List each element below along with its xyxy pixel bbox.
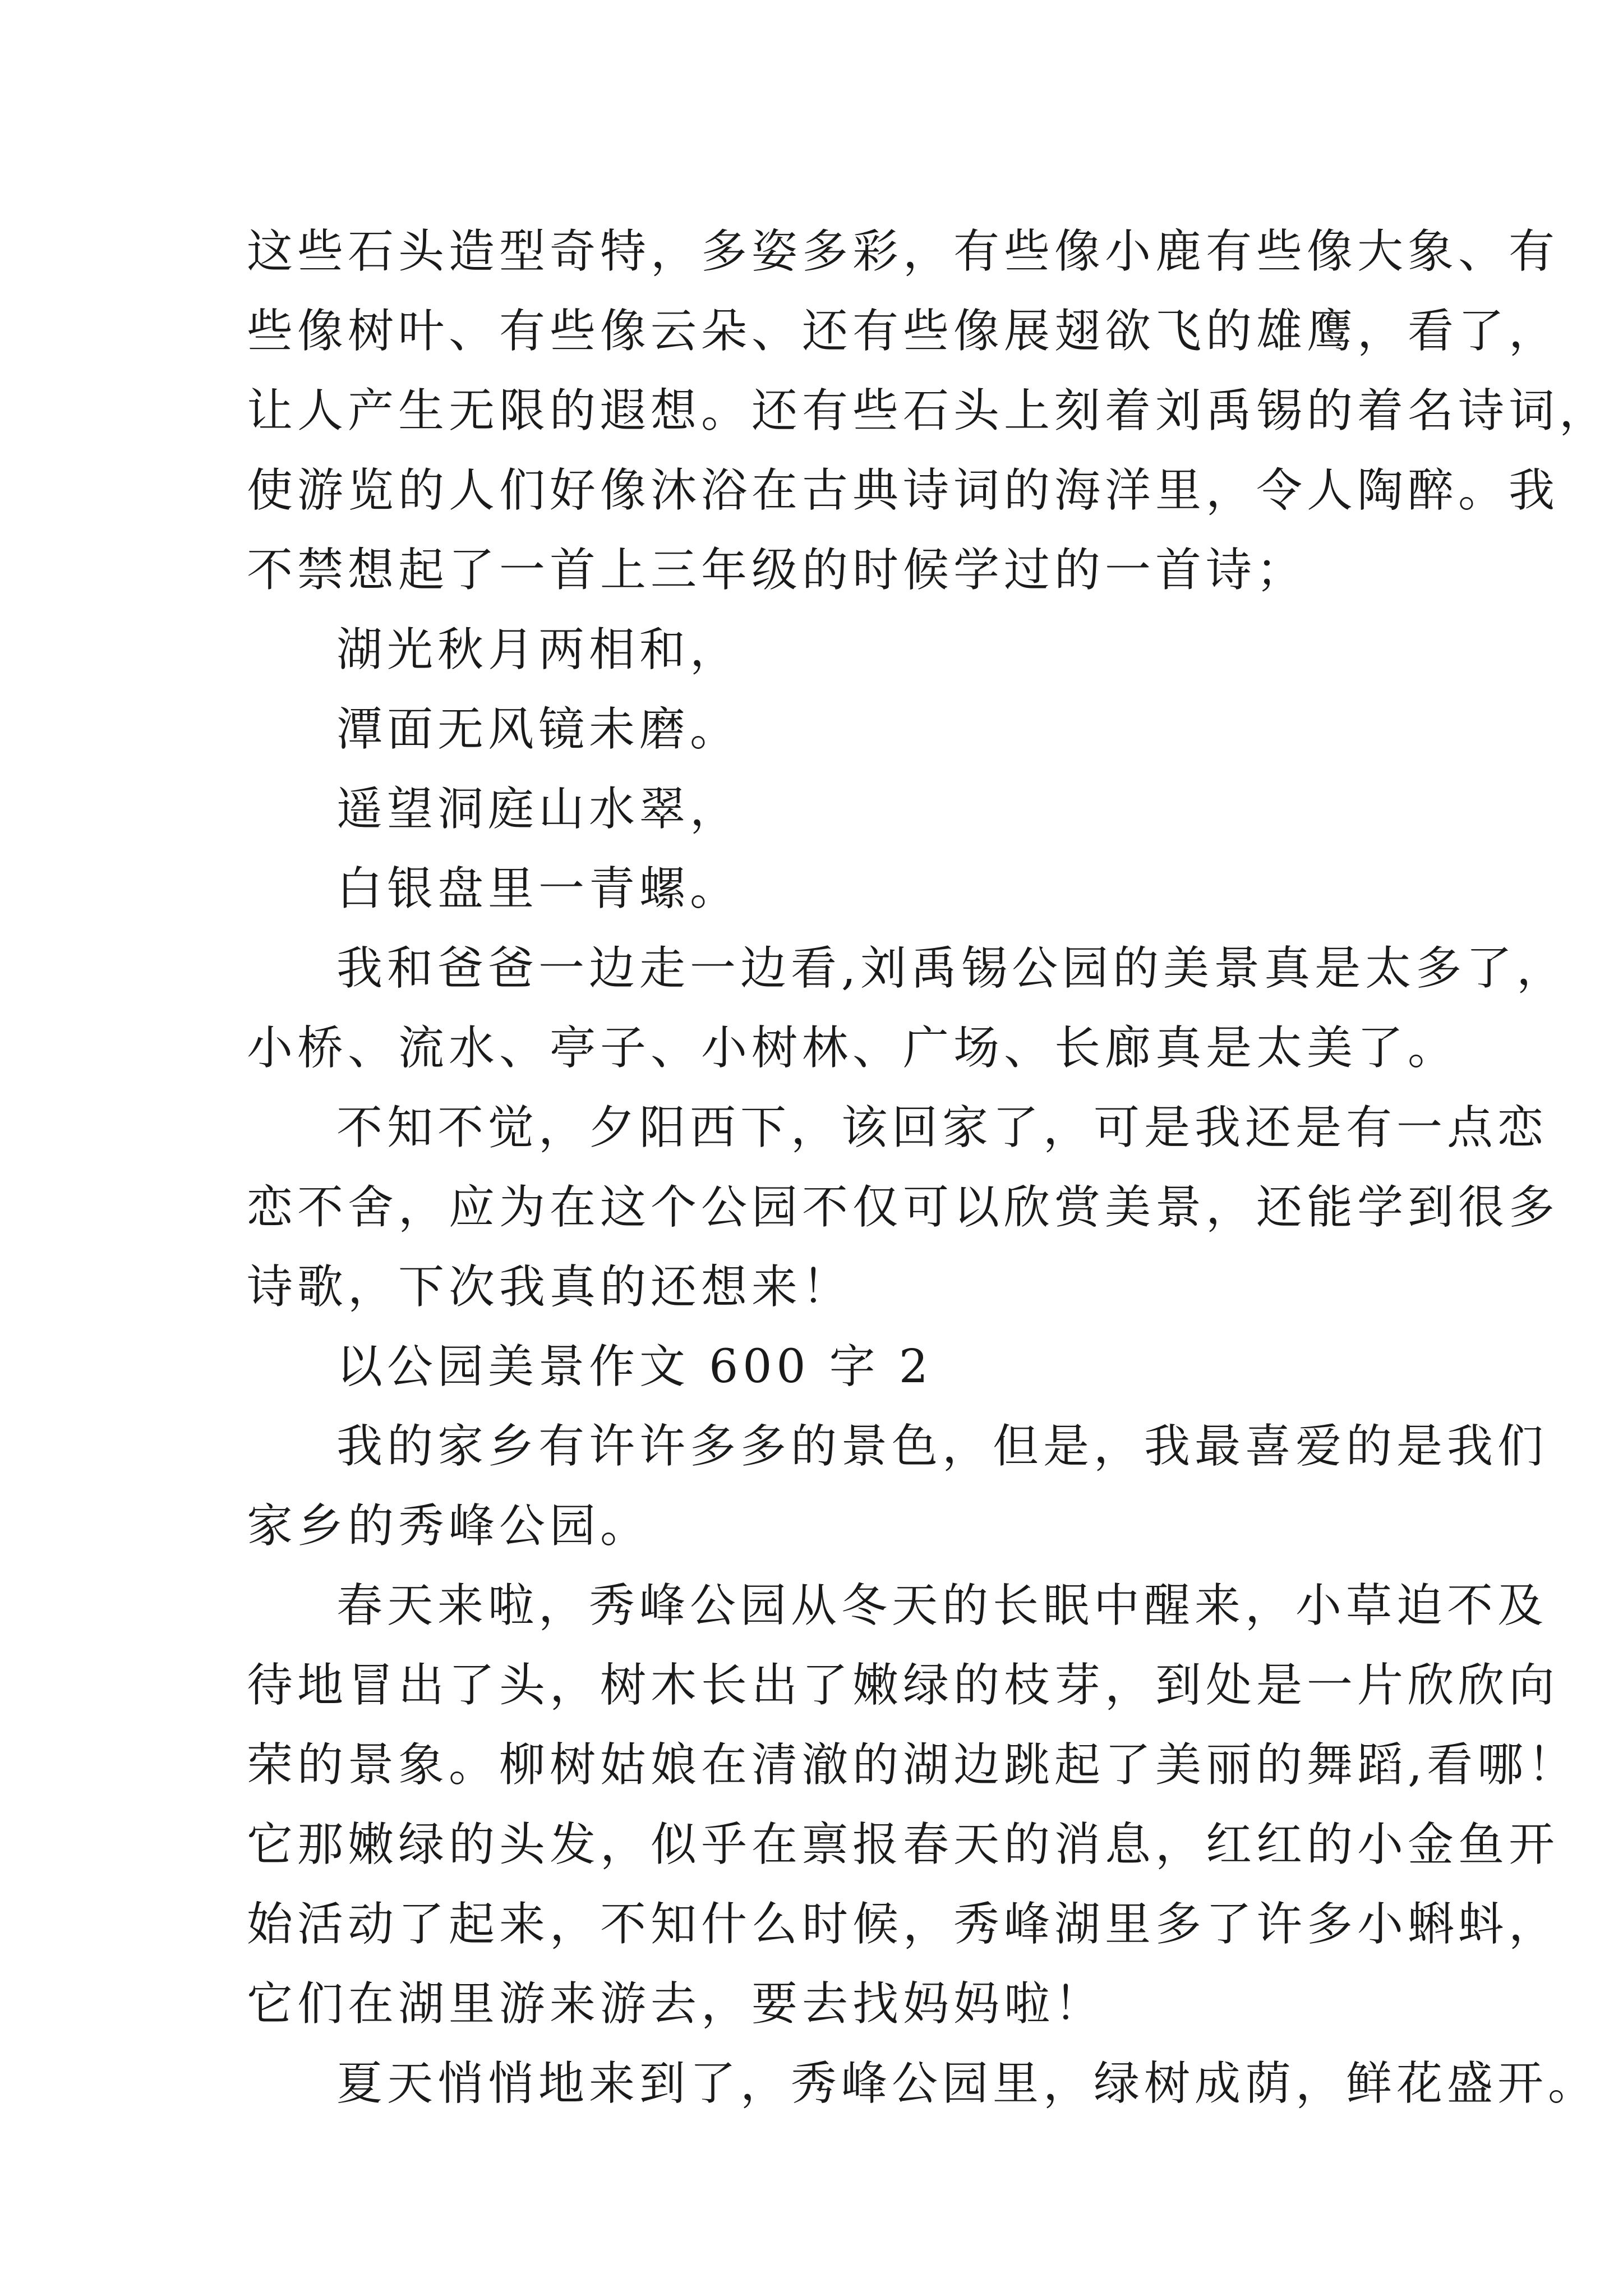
text-line: 让人产生无限的遐想。还有些石头上刻着刘禹锡的着名诗词， [247, 384, 1610, 438]
text-line: 我的家乡有许许多多的景色，但是，我最喜爱的是我们 [336, 1420, 1548, 1473]
text-line: 荣的景象。柳树姑娘在清澈的湖边跳起了美丽的舞蹈,看哪！ [247, 1738, 1579, 1792]
text-line: 潭面无风镜未磨。 [336, 703, 741, 756]
text-line: 它们在湖里游来游去，要去找妈妈啦！ [247, 1977, 1105, 2031]
text-line: 家乡的秀峰公园。 [247, 1499, 651, 1553]
text-line: 小桥、流水、亭子、小树林、广场、长廊真是太美了。 [247, 1022, 1459, 1075]
text-line: 春天来啦，秀峰公园从冬天的长眠中醒来，小草迫不及 [336, 1579, 1548, 1632]
text-line: 始活动了起来，不知什么时候，秀峰湖里多了许多小蝌蚪， [247, 1898, 1560, 1951]
text-line: 不知不觉，夕阳西下，该回家了，可是我还是有一点恋 [336, 1101, 1548, 1154]
text-line: 些像树叶、有些像云朵、还有些像展翅欲飞的雄鹰，看了， [247, 305, 1560, 358]
text-line: 不禁想起了一首上三年级的时候学过的一首诗； [247, 544, 1307, 597]
text-line: 恋不舍，应为在这个公园不仅可以欣赏美景，还能学到很多 [247, 1181, 1560, 1234]
text-line: 使游览的人们好像沐浴在古典诗词的海洋里，令人陶醉。我 [247, 464, 1560, 517]
text-line: 以公园美景作文 600 字 2 [336, 1340, 933, 1393]
text-line: 这些石头造型奇特，多姿多彩，有些像小鹿有些像大象、有 [247, 225, 1560, 278]
text-line: 湖光秋月两相和， [336, 623, 741, 677]
text-line: 我和爸爸一边走一边看,刘禹锡公园的美景真是太多了， [336, 942, 1567, 995]
document-page [247, 212, 1610, 2124]
text-line: 遥望洞庭山水翠， [336, 783, 741, 836]
text-line: 诗歌，下次我真的还想来！ [247, 1260, 853, 1314]
text-line: 夏天悄悄地来到了，秀峰公园里，绿树成荫，鲜花盛开。 [336, 2057, 1599, 2110]
text-line: 待地冒出了头，树木长出了嫩绿的枝芽，到处是一片欣欣向 [247, 1659, 1560, 1712]
text-line: 白银盘里一青螺。 [336, 862, 741, 915]
text-line: 它那嫩绿的头发，似乎在禀报春天的消息，红红的小金鱼开 [247, 1818, 1560, 1871]
